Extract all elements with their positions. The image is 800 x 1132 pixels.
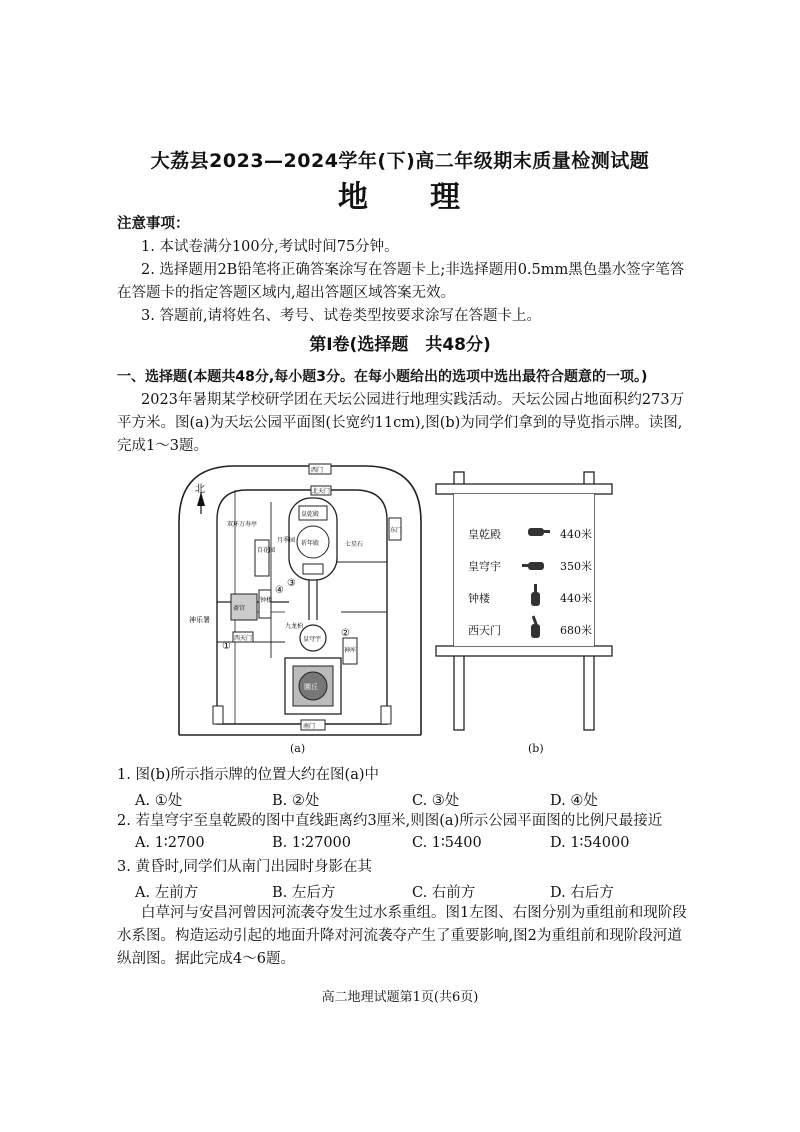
sign-place: 西天门	[468, 624, 501, 637]
note-item: 3. 答题前,请将姓名、考号、试卷类型按要求涂写在答题卡上。	[141, 308, 542, 324]
passage-line: 纵剖图。据此完成4～6题。	[117, 951, 295, 967]
sign-place: 皇乾殿	[468, 528, 501, 541]
sign-place: 皇穹宇	[468, 560, 501, 573]
marker-label: ④	[275, 585, 284, 596]
place-label: 九龙柏	[285, 623, 304, 630]
gate-label: 南门	[303, 723, 316, 730]
question-option: B. 左后方	[272, 885, 336, 901]
exam-title: 大荔县2023—2024学年(下)高二年级期末质量检测试题	[150, 150, 650, 172]
hall-label: 祈年殿	[301, 540, 320, 547]
question-option: D. 1∶54000	[550, 835, 630, 851]
hall-label: 皇乾殿	[301, 511, 320, 518]
question-option: A. 左前方	[135, 885, 199, 901]
question-stem: 3. 黄昏时,同学们从南门出园时身影在其	[117, 859, 373, 875]
sign-distance: 680米	[560, 624, 592, 637]
place-label: 钟楼	[260, 597, 273, 604]
place-label: 神库	[344, 647, 357, 654]
note-item: 在答题卡的指定答题区域内,超出答题区域答案无效。	[117, 285, 456, 301]
question-option: B. 1∶27000	[272, 835, 351, 851]
gate-label: 北天门	[312, 488, 331, 495]
place-label: 双环万寿亭	[227, 521, 258, 528]
subject-title: 地理	[338, 180, 522, 215]
section-title: 第Ⅰ卷(选择题 共48分)	[309, 335, 491, 355]
marker-label: ②	[341, 628, 350, 639]
sign-distance: 440米	[560, 592, 592, 605]
question-option: C. 1∶5400	[412, 835, 482, 851]
intro-line: 2023年暑期某学校研学团在天坛公园进行地理实践活动。天坛公园占地面积约273万	[141, 392, 685, 408]
question-option: A. 1∶2700	[135, 835, 205, 851]
sign-beam	[436, 646, 612, 656]
question-option: A. ①处	[135, 793, 183, 809]
place-label: 百花园	[257, 547, 276, 554]
altar-label: 圜丘	[304, 683, 318, 691]
question-option: C. 右前方	[412, 885, 476, 901]
page-footer: 高二地理试题第1页(共6页)	[321, 990, 479, 1005]
marker-label: ①	[222, 641, 231, 652]
figure-a-caption: (a)	[290, 742, 306, 755]
intro-line: 平方米。图(a)为天坛公园平面图(长宽约11cm),图(b)为同学们拿到的导览指示牌。读图,	[117, 415, 683, 431]
gate-label: 西天门	[234, 635, 253, 642]
question-option: C. ③处	[412, 793, 460, 809]
north-label: 北	[195, 484, 205, 495]
gate-label: 西门	[311, 467, 324, 474]
place-label: 斋宫	[233, 605, 246, 612]
passage-line: 白草河与安昌河曾因河流袭夺发生过水系重组。图1左图、右图分别为重组前和现阶段	[141, 905, 687, 921]
part1-heading: 一、选择题(本题共48分,每小题3分。在每小题给出的选项中选出最符合题意的一项。)	[117, 369, 648, 385]
marker-label: ③	[287, 578, 296, 589]
gate-label: 东门	[390, 527, 403, 534]
question-option: D. 右后方	[550, 885, 614, 901]
figure-b-caption: (b)	[528, 742, 544, 755]
sign-distance: 350米	[560, 560, 592, 573]
question-option: B. ②处	[272, 793, 320, 809]
park-map	[175, 462, 425, 737]
question-stem: 2. 若皇穹宇至皇乾殿的图中直线距离约3厘米,则图(a)所示公园平面图的比例尺最接近	[117, 813, 663, 829]
question-option: D. ④处	[550, 793, 598, 809]
intro-line: 完成1～3题。	[117, 438, 208, 454]
sign-distance: 440米	[560, 528, 592, 541]
hall-label: 皇穹宇	[303, 636, 322, 643]
place-label: 七星石	[345, 541, 364, 548]
sign-beam	[436, 484, 612, 494]
note-item: 1. 本试卷满分100分,考试时间75分钟。	[141, 239, 399, 255]
question-stem: 1. 图(b)所示指示牌的位置大约在图(a)中	[117, 767, 379, 783]
place-label: 月季园	[277, 537, 296, 544]
sign-place: 钟楼	[468, 592, 490, 605]
place-label: 神乐署	[189, 616, 210, 624]
note-item: 2. 选择题用2B铅笔将正确答案涂写在答题卡上;非选择题用0.5mm黑色墨水签字笔答	[141, 262, 685, 278]
passage-line: 水系图。构造运动引起的地面升降对河流袭夺产生了重要影响,图2为重组前和现阶段河道	[117, 928, 682, 944]
notes-heading: 注意事项：	[117, 216, 190, 232]
